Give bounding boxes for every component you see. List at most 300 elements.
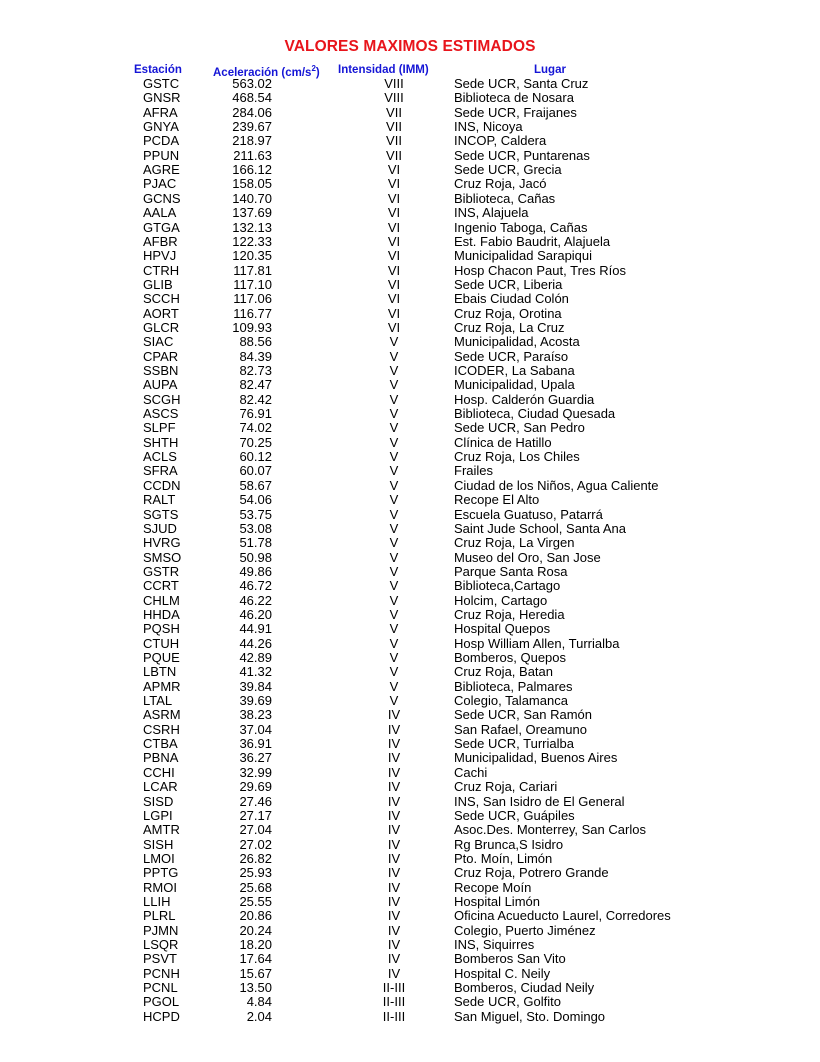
station-code: CPAR <box>143 348 179 364</box>
location-name: Cruz Roja, Batan <box>454 664 553 680</box>
intensity-value: VII <box>386 147 402 163</box>
location-name: Sede UCR, San Ramón <box>454 707 593 723</box>
acceleration-value: 166.12 <box>232 162 272 178</box>
intensity-value: IV <box>387 836 401 852</box>
station-code: AORT <box>143 305 179 321</box>
intensity-value: VII <box>386 119 402 135</box>
table-row <box>0 594 820 608</box>
location-name: Frailes <box>454 463 494 479</box>
acceleration-value: 211.63 <box>233 147 272 163</box>
station-code: HVRG <box>143 535 181 551</box>
intensity-value: IV <box>387 893 401 909</box>
header-lugar: Lugar <box>534 64 566 76</box>
table-row <box>0 221 820 235</box>
intensity-value: V <box>389 520 399 536</box>
intensity-value: V <box>389 549 399 565</box>
acceleration-value: 27.04 <box>239 822 272 838</box>
station-code: GSTR <box>143 563 180 579</box>
header-estacion: Estación <box>134 64 182 76</box>
station-code: LSQR <box>143 937 179 952</box>
station-code: HHDA <box>143 606 180 622</box>
location-name: Hosp. Calderón Guardia <box>454 391 595 407</box>
acceleration-value: 60.12 <box>239 449 272 465</box>
location-name: Biblioteca, Cañas <box>454 190 556 206</box>
acceleration-value: 468.54 <box>232 90 272 106</box>
acceleration-value: 13.50 <box>239 980 272 996</box>
station-code: AGRE <box>143 162 180 178</box>
location-name: Cruz Roja, Los Chiles <box>454 449 580 465</box>
acceleration-value: 50.98 <box>239 549 272 565</box>
station-code: AFBR <box>143 233 178 249</box>
station-code: SHTH <box>143 434 179 450</box>
station-code: LMOI <box>143 850 175 866</box>
table-row <box>0 235 820 249</box>
acceleration-value: 27.17 <box>239 807 272 823</box>
acceleration-value: 36.27 <box>239 750 272 766</box>
location-name: Hospital Quepos <box>454 621 551 637</box>
station-code: LGPI <box>143 807 173 823</box>
intensity-value: V <box>389 678 399 694</box>
location-name: Pto. Moín, Limón <box>454 850 553 866</box>
table-row <box>0 177 820 191</box>
intensity-value: IV <box>387 721 401 737</box>
acceleration-value: 82.73 <box>239 363 272 378</box>
location-name: Sede UCR, Guápiles <box>454 807 575 823</box>
station-code: PCNH <box>143 965 180 981</box>
intensity-value: V <box>389 363 399 378</box>
acceleration-value: 88.56 <box>239 334 272 350</box>
station-code: CTUH <box>143 635 180 651</box>
intensity-value: VIII <box>384 76 404 91</box>
acceleration-value: 116.77 <box>233 305 272 321</box>
table-row <box>0 551 820 565</box>
intensity-value: VI <box>387 262 401 278</box>
table-row <box>0 579 820 593</box>
station-code: CSRH <box>143 721 180 737</box>
station-code: HPVJ <box>143 248 177 264</box>
acceleration-value: 60.07 <box>239 463 272 479</box>
acceleration-value: 20.24 <box>239 922 272 938</box>
location-name: Hospital Limón <box>454 893 540 909</box>
station-code: HCPD <box>143 1008 180 1024</box>
station-code: SISH <box>143 836 174 852</box>
table-row <box>0 77 820 91</box>
intensity-value: IV <box>387 793 401 809</box>
location-name: Hospital C. Neily <box>454 965 551 981</box>
location-name: Recope El Alto <box>454 492 540 508</box>
intensity-value: IV <box>387 807 401 823</box>
acceleration-value: 76.91 <box>239 406 272 422</box>
acceleration-value: 239.67 <box>232 119 272 135</box>
location-name: Cruz Roja, Cariari <box>454 779 558 795</box>
table-row <box>0 149 820 163</box>
location-name: Sede UCR, Liberia <box>454 276 563 292</box>
intensity-value: VI <box>387 162 401 178</box>
location-name: Cruz Roja, La Virgen <box>454 535 575 551</box>
acceleration-value: 58.67 <box>239 477 272 493</box>
location-name: Cruz Roja, Orotina <box>454 305 562 321</box>
intensity-value: VI <box>387 190 401 206</box>
location-name: Saint Jude School, Santa Ana <box>454 520 627 536</box>
acceleration-value: 137.69 <box>232 205 272 221</box>
table-row <box>0 192 820 206</box>
table-row <box>0 651 820 665</box>
station-code: SCGH <box>143 391 181 407</box>
table-row <box>0 637 820 651</box>
table-row <box>0 823 820 837</box>
location-name: Sede UCR, Santa Cruz <box>454 76 589 91</box>
header-intensidad: Intensidad (IMM) <box>338 64 429 76</box>
table-row <box>0 909 820 923</box>
acceleration-value: 117.06 <box>233 291 272 307</box>
location-name: Colegio, Talamanca <box>454 693 568 709</box>
table-row <box>0 708 820 722</box>
intensity-value: II-III <box>382 994 406 1010</box>
acceleration-value: 53.75 <box>239 506 272 522</box>
intensity-value: V <box>389 650 399 665</box>
station-code: GCNS <box>143 190 181 206</box>
table-row <box>0 622 820 636</box>
intensity-value: IV <box>387 850 401 866</box>
acceleration-value: 70.25 <box>239 434 272 450</box>
location-name: Cruz Roja, Heredia <box>454 606 565 622</box>
table-row <box>0 407 820 421</box>
acceleration-value: 140.70 <box>232 190 272 206</box>
station-code: PCNL <box>143 980 178 996</box>
acceleration-value: 26.82 <box>239 850 272 866</box>
acceleration-value: 44.91 <box>239 621 272 637</box>
station-code: SFRA <box>143 463 178 479</box>
table-row <box>0 393 820 407</box>
station-code: SSBN <box>143 363 179 378</box>
location-name: Bomberos San Vito <box>454 951 566 967</box>
station-code: LLIH <box>143 893 171 909</box>
intensity-value: IV <box>387 922 401 938</box>
location-name: Biblioteca,Cartago <box>454 578 561 594</box>
intensity-value: V <box>389 506 399 522</box>
intensity-value: V <box>389 635 399 651</box>
table-row <box>0 321 820 335</box>
acceleration-value: 42.89 <box>239 650 272 665</box>
table-row <box>0 881 820 895</box>
intensity-value: V <box>389 334 399 350</box>
acceleration-value: 46.72 <box>239 578 272 594</box>
location-name: San Miguel, Sto. Domingo <box>454 1008 606 1024</box>
header-aceleracion-close: ) <box>315 66 320 79</box>
acceleration-value: 218.97 <box>232 133 272 149</box>
intensity-value: V <box>389 420 399 436</box>
table-row <box>0 307 820 321</box>
station-code: RALT <box>143 492 176 508</box>
location-name: Asoc.Des. Monterrey, San Carlos <box>454 822 646 838</box>
station-code: CTBA <box>143 736 178 752</box>
table-row <box>0 134 820 148</box>
location-name: Parque Santa Rosa <box>454 563 568 579</box>
location-name: Rg Brunca,S Isidro <box>454 836 564 852</box>
acceleration-value: 15.67 <box>239 965 272 981</box>
acceleration-value: 25.68 <box>239 879 272 895</box>
station-code: PJMN <box>143 922 179 938</box>
acceleration-value: 36.91 <box>239 736 272 752</box>
intensity-value: IV <box>387 764 401 780</box>
location-name: Sede UCR, San Pedro <box>454 420 585 436</box>
table-row <box>0 378 820 392</box>
table-row <box>0 737 820 751</box>
acceleration-value: 25.93 <box>239 865 272 881</box>
intensity-value: V <box>389 535 399 551</box>
location-name: Cruz Roja, Jacó <box>454 176 547 192</box>
table-row <box>0 335 820 349</box>
table-row <box>0 364 820 378</box>
table-row <box>0 350 820 364</box>
table-row <box>0 508 820 522</box>
location-name: Holcim, Cartago <box>454 592 548 608</box>
intensity-value: IV <box>387 707 401 723</box>
location-name: Cruz Roja, La Cruz <box>454 319 565 335</box>
acceleration-value: 120.35 <box>232 248 272 264</box>
table-row <box>0 938 820 952</box>
intensity-value: IV <box>387 779 401 795</box>
acceleration-value: 18.20 <box>239 937 272 952</box>
station-code: PCDA <box>143 133 180 149</box>
location-name: Ingenio Taboga, Cañas <box>454 219 588 235</box>
intensity-value: VI <box>387 305 401 321</box>
acceleration-value: 563.02 <box>232 76 272 91</box>
table-row <box>0 608 820 622</box>
station-code: SMSO <box>143 549 182 565</box>
table-row <box>0 680 820 694</box>
table-row <box>0 795 820 809</box>
intensity-value: VI <box>387 319 401 335</box>
intensity-value: VII <box>386 133 402 149</box>
location-name: Sede UCR, Golfito <box>454 994 561 1010</box>
location-name: Est. Fabio Baudrit, Alajuela <box>454 233 611 249</box>
station-code: PPUN <box>143 147 180 163</box>
acceleration-value: 117.10 <box>233 276 272 292</box>
station-code: GNSR <box>143 90 181 106</box>
location-name: Oficina Acueducto Laurel, Corredores <box>454 908 671 924</box>
table-row <box>0 981 820 995</box>
location-name: Recope Moín <box>454 879 532 895</box>
station-code: CHLM <box>143 592 180 608</box>
station-code: PLRL <box>143 908 176 924</box>
header-aceleracion-label: Aceleración (cm/s <box>213 66 312 79</box>
acceleration-value: 27.02 <box>239 836 272 852</box>
intensity-value: VIII <box>384 90 404 106</box>
location-name: Municipalidad Sarapiqui <box>454 248 593 264</box>
acceleration-value: 132.13 <box>232 219 272 235</box>
intensity-value: V <box>389 664 399 680</box>
acceleration-value: 82.42 <box>239 391 272 407</box>
station-code: CCHI <box>143 764 175 780</box>
intensity-value: VI <box>387 276 401 292</box>
acceleration-value: 117.81 <box>233 262 272 278</box>
acceleration-value: 84.39 <box>239 348 272 364</box>
station-code: GNYA <box>143 119 179 135</box>
intensity-value: IV <box>387 908 401 924</box>
table-row <box>0 106 820 120</box>
table-row <box>0 493 820 507</box>
location-name: INCOP, Caldera <box>454 133 547 149</box>
acceleration-value: 2.04 <box>246 1008 272 1024</box>
table-row <box>0 723 820 737</box>
table-row <box>0 464 820 478</box>
station-code: AUPA <box>143 377 178 393</box>
station-code: AMTR <box>143 822 180 838</box>
acceleration-value: 4.84 <box>246 994 272 1010</box>
location-name: Biblioteca, Palmares <box>454 678 573 694</box>
location-name: Ciudad de los Niños, Agua Caliente <box>454 477 659 493</box>
location-name: Cachi <box>454 764 488 780</box>
acceleration-value: 27.46 <box>239 793 272 809</box>
acceleration-value: 44.26 <box>239 635 272 651</box>
station-code: PJAC <box>143 176 177 192</box>
acceleration-value: 32.99 <box>239 764 272 780</box>
table-row <box>0 766 820 780</box>
station-code: AFRA <box>143 104 178 120</box>
intensity-value: VI <box>387 291 401 307</box>
station-code: GLIB <box>143 276 173 292</box>
table-row <box>0 809 820 823</box>
location-name: Biblioteca, Ciudad Quesada <box>454 406 616 422</box>
table-row <box>0 895 820 909</box>
acceleration-value: 284.06 <box>232 104 272 120</box>
table-row <box>0 565 820 579</box>
table-row <box>0 995 820 1009</box>
station-code: AALA <box>143 205 177 221</box>
station-code: PBNA <box>143 750 179 766</box>
table-row <box>0 924 820 938</box>
table-row <box>0 751 820 765</box>
station-code: ASRM <box>143 707 181 723</box>
location-name: Museo del Oro, San Jose <box>454 549 601 565</box>
location-name: Hosp William Allen, Turrialba <box>454 635 620 651</box>
intensity-value: V <box>389 563 399 579</box>
location-name: INS, San Isidro de El General <box>454 793 625 809</box>
table-row <box>0 436 820 450</box>
location-name: Colegio, Puerto Jiménez <box>454 922 596 938</box>
intensity-value: IV <box>387 879 401 895</box>
intensity-value: V <box>389 492 399 508</box>
station-code: CCDN <box>143 477 181 493</box>
location-name: Cruz Roja, Potrero Grande <box>454 865 609 881</box>
acceleration-value: 74.02 <box>239 420 272 436</box>
location-name: Sede UCR, Fraijanes <box>454 104 577 120</box>
table-row <box>0 838 820 852</box>
station-code: RMOI <box>143 879 177 895</box>
station-code: GTGA <box>143 219 180 235</box>
station-code: SLPF <box>143 420 176 436</box>
table-row <box>0 292 820 306</box>
intensity-value: IV <box>387 937 401 952</box>
acceleration-value: 39.69 <box>239 693 272 709</box>
intensity-value: VI <box>387 248 401 264</box>
table-row <box>0 665 820 679</box>
station-code: PQSH <box>143 621 180 637</box>
station-code: APMR <box>143 678 181 694</box>
intensity-value: V <box>389 621 399 637</box>
table-row <box>0 120 820 134</box>
acceleration-value: 20.86 <box>239 908 272 924</box>
acceleration-value: 109.93 <box>232 319 272 335</box>
intensity-value: V <box>389 578 399 594</box>
station-code: SISD <box>143 793 174 809</box>
location-name: Sede UCR, Paraíso <box>454 348 569 364</box>
station-code: LTAL <box>143 693 173 709</box>
station-code: PPTG <box>143 865 179 881</box>
station-code: ACLS <box>143 449 177 465</box>
station-code: SGTS <box>143 506 179 522</box>
acceleration-value: 53.08 <box>239 520 272 536</box>
station-code: PGOL <box>143 994 180 1010</box>
location-name: Municipalidad, Buenos Aires <box>454 750 618 766</box>
location-name: Municipalidad, Acosta <box>454 334 580 350</box>
acceleration-value: 46.22 <box>239 592 272 608</box>
intensity-value: II-III <box>382 1008 406 1024</box>
station-code: ASCS <box>143 406 179 422</box>
station-code: GLCR <box>143 319 180 335</box>
table-row <box>0 780 820 794</box>
intensity-value: V <box>389 449 399 465</box>
location-name: INS, Nicoya <box>454 119 523 135</box>
table-row <box>0 694 820 708</box>
acceleration-value: 17.64 <box>239 951 272 967</box>
acceleration-value: 51.78 <box>239 535 272 551</box>
intensity-value: VII <box>386 104 402 120</box>
location-name: INS, Alajuela <box>454 205 529 221</box>
table-row <box>0 536 820 550</box>
table-row <box>0 967 820 981</box>
location-name: Ebais Ciudad Colón <box>454 291 569 307</box>
intensity-value: V <box>389 391 399 407</box>
intensity-value: V <box>389 693 399 709</box>
intensity-value: VI <box>387 233 401 249</box>
intensity-value: II-III <box>382 980 406 996</box>
intensity-value: VI <box>387 205 401 221</box>
intensity-value: IV <box>387 951 401 967</box>
intensity-value: IV <box>387 865 401 881</box>
intensity-value: V <box>389 377 399 393</box>
station-code: SCCH <box>143 291 180 307</box>
station-code: PSVT <box>143 951 177 967</box>
location-name: Sede UCR, Puntarenas <box>454 147 590 163</box>
location-name: INS, Siquirres <box>454 937 535 952</box>
acceleration-value: 46.20 <box>239 606 272 622</box>
acceleration-value: 37.04 <box>239 721 272 737</box>
location-name: Sede UCR, Grecia <box>454 162 562 178</box>
intensity-value: IV <box>387 965 401 981</box>
location-name: Sede UCR, Turrialba <box>454 736 574 752</box>
acceleration-value: 54.06 <box>239 492 272 508</box>
header-aceleracion-exponent: 2 <box>311 64 316 73</box>
intensity-value: IV <box>387 822 401 838</box>
station-code: GSTC <box>143 76 180 91</box>
location-name: ICODER, La Sabana <box>454 363 575 378</box>
table-row <box>0 852 820 866</box>
table-row <box>0 952 820 966</box>
location-name: Clínica de Hatillo <box>454 434 552 450</box>
intensity-value: VI <box>387 176 401 192</box>
table-row <box>0 163 820 177</box>
location-name: Municipalidad, Upala <box>454 377 575 393</box>
location-name: San Rafael, Oreamuno <box>454 721 587 737</box>
location-name: Bomberos, Quepos <box>454 650 567 665</box>
station-code: PQUE <box>143 650 180 665</box>
intensity-value: VI <box>387 219 401 235</box>
intensity-value: V <box>389 592 399 608</box>
station-code: SIAC <box>143 334 174 350</box>
table-row <box>0 249 820 263</box>
